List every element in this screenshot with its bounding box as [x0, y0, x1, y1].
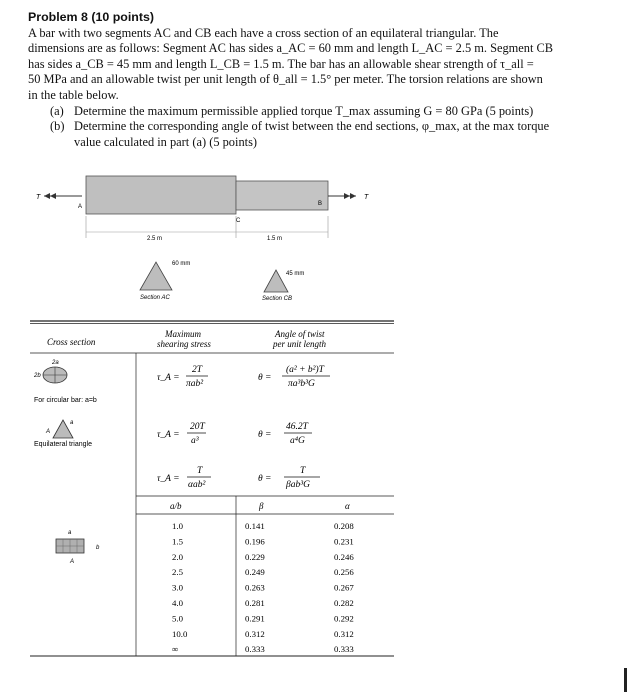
row-ab-cell: 2.5 [172, 567, 183, 578]
side-cb-label: 45 mm [286, 271, 305, 277]
circ-tau-num: 2T [192, 365, 203, 375]
row-alpha-cell: 0.333 [334, 644, 354, 655]
circ-tau-den: πab² [186, 379, 204, 389]
rect-tau-num: T [197, 466, 203, 476]
question-b-label: (b) [50, 119, 65, 134]
row-ab-cell: 5.0 [172, 613, 183, 624]
row-ab-cell: ∞ [172, 644, 179, 655]
tri-tau-den: a³ [191, 436, 199, 446]
question-a-text: Determine the maximum permissible applied torque T_max assuming G = 80 GPa (5 points) [74, 103, 534, 118]
row-ab-cell: 1.5 [172, 536, 183, 547]
tri-tau-num: 20T [190, 422, 205, 432]
row-beta-cell: 0.291 [245, 613, 265, 624]
left-torque-arrow [44, 193, 82, 199]
scrollbar-mark [624, 668, 627, 692]
circ-tau-lhs: τ_A = [157, 373, 180, 383]
length-ac-label: 2.5 m [147, 236, 163, 242]
row-alpha-cell: 0.256 [334, 567, 354, 578]
rect-a-label: a [68, 530, 72, 536]
coefficient-rows [172, 521, 354, 654]
problem-line-4: 50 MPa and an allowable twist per unit length of θ_all = 1.5° per meter. The torsion relations are shown [28, 72, 543, 87]
problem-line-1: A bar with two segments AC and CB each have a cross section of an equilateral triangular. The [28, 25, 499, 40]
length-cb-label: 1.5 m [267, 236, 283, 242]
tri-side-label: a [70, 420, 74, 426]
rect-tau-lhs: τ_A = [157, 474, 180, 484]
tri-tau-lhs: τ_A = [157, 430, 180, 440]
circ-2b-label: 2b [34, 373, 41, 379]
circular-bar-label: For circular bar: a=b [34, 397, 97, 404]
torque-right-label: T [364, 194, 369, 201]
tri-theta-num: 46.2T [286, 422, 308, 432]
circ-2a-label: 2a [52, 360, 59, 366]
row-beta-cell: 0.229 [245, 551, 265, 562]
row-alpha-cell: 0.312 [334, 628, 354, 639]
bar-figure [0, 0, 633, 320]
question-a-label: (a) [50, 103, 64, 118]
rectangle-icon [56, 539, 84, 553]
section-ac-triangle [140, 262, 172, 290]
header-angle-2: per unit length [273, 339, 326, 349]
point-c-label: C [236, 218, 241, 224]
row-ab-cell: 1.0 [172, 521, 183, 531]
problem-line-3: has sides a_CB = 45 mm and length L_CB = 1.5 m. The bar has an allowable shear strength of τ_all = [28, 56, 534, 71]
circ-theta-num: (a² + b²)T [286, 365, 324, 375]
row-ab-cell: 4.0 [172, 598, 183, 608]
problem-line-2: dimensions are as follows: Segment AC has sides a_AC = 60 mm and length L_AC = 2.5 m. Segment CB [28, 41, 554, 56]
row-alpha-cell: 0.208 [334, 521, 354, 531]
row-ab-cell: 10.0 [172, 628, 188, 639]
rect-b-label: b [96, 545, 100, 551]
segment-cb [236, 181, 328, 210]
rect-tau-den: αab² [188, 480, 206, 490]
header-alpha: α [345, 501, 350, 511]
row-beta-cell: 0.281 [245, 598, 265, 608]
section-cb-triangle [264, 270, 288, 292]
ellipse-icon [43, 367, 67, 383]
tri-a-point: A [46, 429, 51, 435]
header-angle-1: Angle of twist [275, 329, 325, 339]
header-cross-section: Cross section [47, 337, 96, 347]
torque-left-label: T [36, 194, 41, 201]
row-beta-cell: 0.263 [245, 582, 265, 593]
row-beta-cell: 0.333 [245, 644, 265, 655]
rect-theta-den: βab³G [286, 480, 310, 490]
row-beta-cell: 0.196 [245, 536, 265, 547]
row-alpha-cell: 0.267 [334, 582, 354, 593]
rect-A-label: A [70, 559, 75, 565]
tri-theta-lhs: θ = [258, 430, 272, 440]
circ-theta-lhs: θ = [258, 373, 272, 383]
row-alpha-cell: 0.246 [334, 551, 354, 562]
header-stress-2: shearing stress [157, 339, 211, 349]
question-b-text-1: Determine the corresponding angle of twist between the end sections, φ_max, at the max torque [74, 119, 550, 134]
circ-theta-den: πa³b³G [288, 379, 315, 389]
torsion-table [0, 318, 633, 668]
point-b-label: B [318, 201, 323, 207]
row-ab-cell: 2.0 [172, 551, 183, 562]
header-stress-1: Maximum [165, 329, 201, 339]
row-beta-cell: 0.141 [245, 521, 265, 531]
problem-title: Problem 8 (10 points) [28, 10, 154, 24]
section-ac-label: Section AC [140, 295, 170, 301]
question-b-text-2: value calculated in part (a) (5 points) [74, 134, 258, 149]
header-beta: β [259, 501, 264, 511]
point-a-label: A [78, 204, 83, 210]
row-alpha-cell: 0.282 [334, 598, 354, 608]
tri-theta-den: a⁴G [290, 436, 305, 446]
row-beta-cell: 0.249 [245, 567, 265, 578]
segment-ac [86, 176, 236, 214]
equilateral-triangle-label: Equilateral triangle [34, 441, 92, 448]
rect-theta-lhs: θ = [258, 474, 272, 484]
rect-theta-num: T [300, 466, 306, 476]
row-ab-cell: 3.0 [172, 582, 183, 593]
problem-line-5: in the table below. [28, 87, 119, 102]
header-ab: a/b [170, 501, 182, 511]
row-beta-cell: 0.312 [245, 628, 265, 639]
row-alpha-cell: 0.292 [334, 613, 354, 624]
right-torque-arrow [328, 193, 356, 199]
row-alpha-cell: 0.231 [334, 536, 354, 547]
section-cb-label: Section CB [262, 296, 293, 302]
side-ac-label: 60 mm [172, 261, 191, 267]
